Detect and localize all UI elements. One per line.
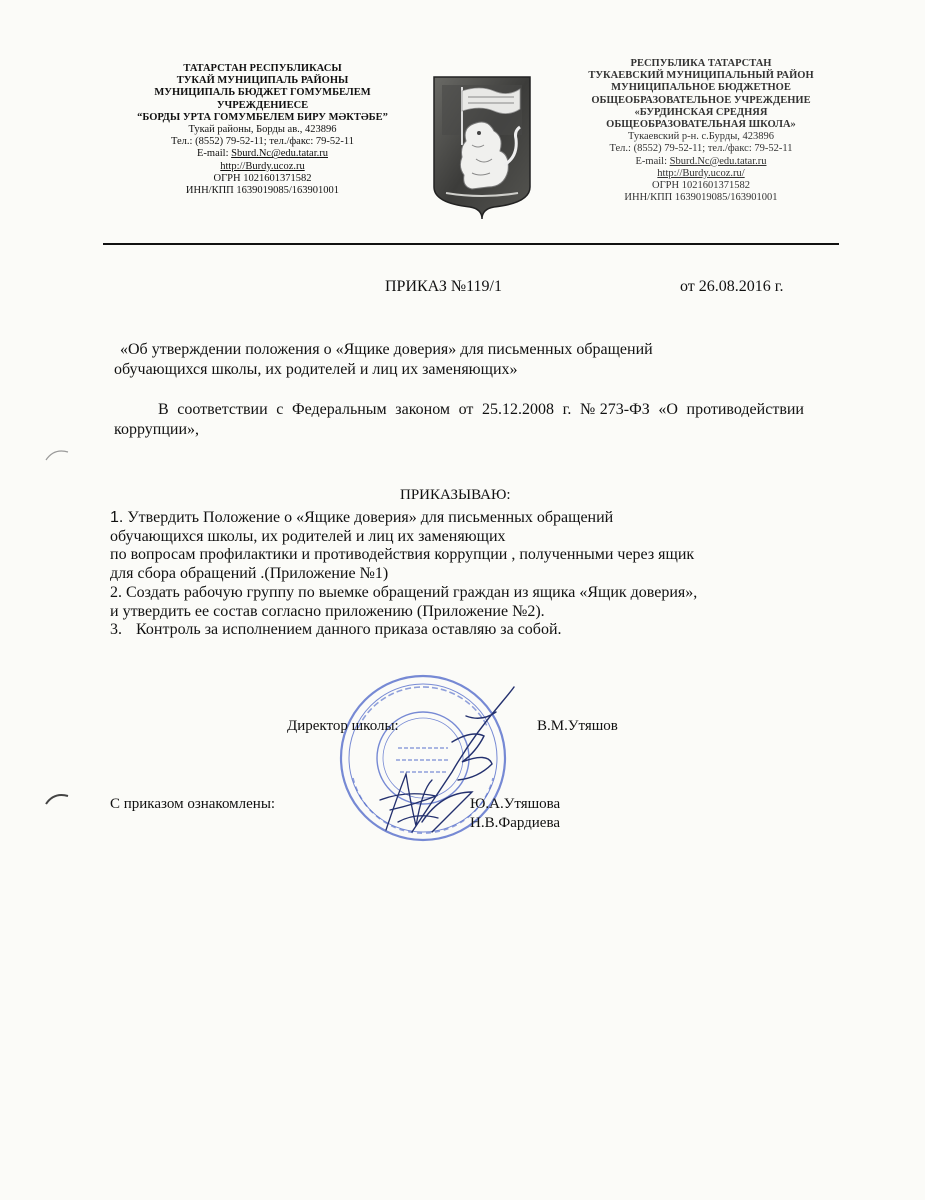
- header-left-site-link[interactable]: http://Burdy.ucoz.ru: [220, 160, 305, 172]
- punch-hole-mark: [44, 792, 70, 806]
- item-number: 3.: [110, 621, 122, 639]
- header-left-phone: Тел.: (8552) 79-52-11; тел./факс: 79-52-11: [171, 136, 354, 148]
- header-left-inn: ИНН/КПП 1639019085/163901001: [185, 185, 340, 197]
- header-left-ogrn: ОГРН 1021601371582: [213, 172, 312, 184]
- header-left-line: МУНИЦИПАЛЬ БЮДЖЕТ ГОМУМБЕЛЕМ: [154, 87, 371, 99]
- header-right-site-link[interactable]: http://Burdy.ucoz.ru/: [657, 167, 745, 179]
- email-prefix: E-mail:: [197, 148, 232, 160]
- header-right-line: ОБЩЕОБРАЗОВАТЕЛЬНОЕ УЧРЕЖДЕНИЕ: [591, 94, 811, 106]
- director-label: Директор школы:: [287, 718, 399, 734]
- header-right-email-link[interactable]: Sburd.Nc@edu.tatar.ru: [669, 155, 767, 167]
- acknowledged-label: С приказом ознакомлены:: [110, 796, 276, 812]
- header-left-line: ТУКАЙ МУНИЦИПАЛЬ РАЙОНЫ: [176, 75, 349, 87]
- acknowledged-name: Н.В.Фардиева: [470, 815, 561, 831]
- header-right-line: ОБЩЕОБРАЗОВАТЕЛЬНАЯ ШКОЛА»: [606, 119, 796, 131]
- item-text: для сбора обращений .(Приложение №1): [110, 565, 389, 583]
- item-number: 1.: [110, 509, 124, 526]
- legal-basis-paragraph: В соответствии с Федеральным законом от 25.12.2008 г. №273-ФЗ «О противодействии коррупции»,: [114, 401, 804, 438]
- director-name: В.М.Утяшов: [537, 718, 618, 734]
- order-item-1: [110, 509, 810, 528]
- header-right-inn: ИНН/КПП 1639019085/163901001: [624, 192, 778, 204]
- header-right-line: МУНИЦИПАЛЬНОЕ БЮДЖЕТНОЕ: [611, 82, 791, 94]
- header-left-address: Тукай районы, Борды ав., 423896: [188, 124, 337, 136]
- coat-of-arms-icon: [432, 75, 532, 220]
- header-right-address: Тукаевский р-н. с.Бурды, 423896: [627, 131, 775, 143]
- header-right: [555, 58, 847, 204]
- header-left-email-link[interactable]: Sburd.Nc@edu.tatar.ru: [231, 148, 328, 160]
- header-right-email-row: [555, 156, 847, 168]
- item-text: Утвердить Положение о «Ящике доверия» для письменных обращений: [123, 509, 614, 526]
- header-right-line: «БУРДИНСКАЯ СРЕДНЯЯ: [634, 106, 768, 118]
- punch-hole-mark: [44, 448, 70, 462]
- header-right-phone: Тел.: (8552) 79-52-11; тел./факс: 79-52-11: [609, 143, 793, 155]
- header-left-line: УЧРЕЖДЕНИЕСЕ: [216, 99, 309, 111]
- item-text: Контроль за исполнением данного приказа оставляю за собой.: [136, 621, 562, 639]
- email-prefix: E-mail:: [635, 155, 670, 167]
- header-right-ogrn: ОГРН 1021601371582: [652, 180, 750, 192]
- acknowledged-name: Ю.А.Утяшова: [470, 796, 561, 812]
- order-title: [114, 340, 794, 380]
- header-right-line: РЕСПУБЛИКА ТАТАРСТАН: [630, 58, 772, 69]
- order-item-3: [110, 621, 810, 640]
- order-items: [110, 509, 810, 640]
- header-left: [100, 63, 425, 197]
- item-text: по вопросам профилактики и противодействия коррупции , полученными через ящик: [110, 546, 695, 564]
- acknowledgement-signature: [376, 760, 456, 840]
- item-text: и утвердить ее состав согласно приложению (Приложение №2).: [110, 602, 545, 620]
- header-divider: [103, 243, 839, 245]
- order-title-line: «Об утверждении положения о «Ящике доверия» для письменных обращений: [120, 341, 653, 358]
- header-left-line: ТАТАРСТАН РЕСПУБЛИКАСЫ: [183, 63, 342, 74]
- header-right-line: ТУКАЕВСКИЙ МУНИЦИПАЛЬНЫЙ РАЙОН: [588, 70, 814, 82]
- order-date: от 26.08.2016 г.: [680, 278, 784, 295]
- header-left-line: “БОРДЫ УРТА ГОМУМБЕЛЕМ БИРУ МӘКТӘБЕ”: [137, 111, 388, 123]
- header-left-email-row: [100, 148, 425, 160]
- order-number: ПРИКАЗ №119/1: [385, 278, 502, 295]
- item-text: обучающихся школы, их родителей и лиц их заменяющих: [110, 527, 506, 545]
- order-title-line: обучающихся школы, их родителей и лиц их заменяющих»: [114, 361, 518, 378]
- prikazyvayu-heading: ПРИКАЗЫВАЮ:: [400, 487, 511, 503]
- order-item-2: 2. Создать рабочую группу по выемке обращений граждан из ящика «Ящик доверия»,: [110, 583, 698, 601]
